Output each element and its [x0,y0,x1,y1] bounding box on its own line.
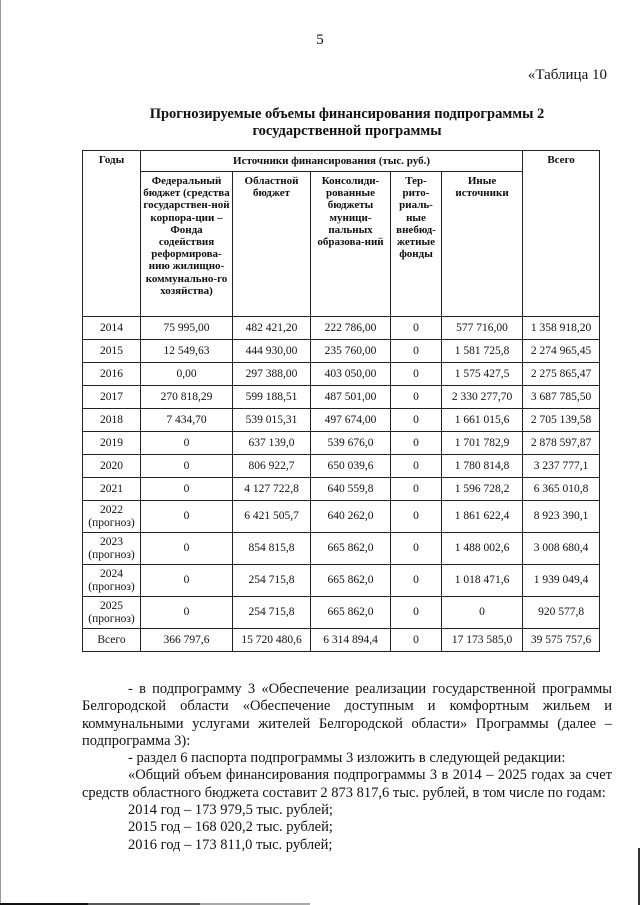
cell-total: 3 687 785,50 [523,386,600,409]
cell-other: 1 581 725,8 [442,340,523,363]
cell-other: 1 575 427,5 [442,363,523,386]
cell-other: 1 018 471,6 [442,565,523,597]
cell-federal: 0 [141,501,233,533]
cell-regional: 297 388,00 [233,363,311,386]
cell-territorial: 0 [391,565,442,597]
cell-territorial: 0 [391,386,442,409]
cell-total: 3 237 777,1 [523,455,600,478]
cell-municipal: 403 050,00 [311,363,391,386]
total-cell-regional: 15 720 480,6 [233,629,311,652]
cell-total: 2 705 139,58 [523,409,600,432]
cell-territorial: 0 [391,533,442,565]
cell-regional: 806 922,7 [233,455,311,478]
table-row [83,409,600,432]
scan-edge-left [0,0,1,905]
year-value: 2016 [100,367,123,380]
cell-regional: 4 127 722,8 [233,478,311,501]
cell-year [83,565,141,597]
cell-territorial: 0 [391,432,442,455]
forecast-label: (прогноз) [88,548,135,561]
forecast-label: (прогноз) [88,580,135,593]
year-value: 2014 [100,321,123,334]
year-value: 2024 [100,567,123,580]
cell-other: 1 861 622,4 [442,501,523,533]
year-line: 2014 год – 173 979,5 тыс. рублей; [128,802,333,819]
table-row [83,386,600,409]
cell-year [83,533,141,565]
cell-territorial: 0 [391,409,442,432]
cell-municipal: 665 862,0 [311,533,391,565]
total-cell-label: Всего [83,629,141,652]
cell-year [83,409,141,432]
table-row [83,363,600,386]
cell-territorial: 0 [391,478,442,501]
cell-federal: 7 434,70 [141,409,233,432]
forecast-label: (прогноз) [88,516,135,529]
cell-regional: 254 715,8 [233,565,311,597]
cell-total: 3 008 680,4 [523,533,600,565]
cell-municipal: 235 760,00 [311,340,391,363]
title-line-2: государственной программы [252,123,442,139]
paragraph-subprogram-3: - в подпрограмму 3 «Обеспечение реализации государственной программы Белгородской области «Обеспечение доступным и комфортным жильем и коммунальными услугами жителей Белгородской области» Программы (далее – подпрограмма 3): [82,681,612,749]
title-line-1: Прогнозируемые объемы финансирования подпрограммы 2 [149,106,545,122]
table-row [83,565,600,597]
cell-federal: 0 [141,432,233,455]
cell-other: 1 701 782,9 [442,432,523,455]
cell-federal: 12 549,63 [141,340,233,363]
cell-territorial: 0 [391,597,442,629]
cell-total: 8 923 390,1 [523,501,600,533]
cell-municipal: 497 674,00 [311,409,391,432]
forecast-label: (прогноз) [88,612,135,625]
header-other: Иные источники [442,172,523,317]
header-years: Годы [83,151,141,317]
year-value: 2025 [100,599,123,612]
header-territorial: Тер-рито-риаль-ные внебюд-жетные фонды [391,172,442,317]
table-body [83,317,600,652]
cell-year [83,432,141,455]
cell-year [83,340,141,363]
cell-federal: 0 [141,533,233,565]
year-line: 2016 год – 173 811,0 тыс. рублей; [128,836,333,853]
year-value: 2022 [100,503,123,516]
paragraph-section-6: - раздел 6 паспорта подпрограммы 3 изложить в следующей редакции: [128,750,566,767]
body-text [82,681,612,854]
cell-territorial: 0 [391,455,442,478]
cell-year [83,501,141,533]
table-row [83,533,600,565]
year-value: 2015 [100,344,123,357]
cell-total: 1 358 918,20 [523,317,600,340]
year-value: 2023 [100,535,123,548]
cell-federal: 75 995,00 [141,317,233,340]
table-row [83,501,600,533]
header-regional: Областной бюджет [233,172,311,317]
header-sources: Источники финансирования (тыс. руб.) [141,151,523,172]
cell-total: 2 275 865,47 [523,363,600,386]
total-cell-other: 17 173 585,0 [442,629,523,652]
cell-territorial: 0 [391,340,442,363]
cell-federal: 0 [141,455,233,478]
header-total: Всего [523,151,600,317]
cell-year [83,478,141,501]
cell-municipal: 640 559,8 [311,478,391,501]
cell-municipal: 539 676,0 [311,432,391,455]
cell-municipal: 487 501,00 [311,386,391,409]
cell-year [83,317,141,340]
cell-federal: 0 [141,478,233,501]
total-cell-municipal: 6 314 894,4 [311,629,391,652]
cell-regional: 539 015,31 [233,409,311,432]
cell-regional: 599 188,51 [233,386,311,409]
total-cell-territorial: 0 [391,629,442,652]
year-value: 2018 [100,413,123,426]
cell-regional: 254 715,8 [233,597,311,629]
cell-year [83,455,141,478]
table-row [83,317,600,340]
cell-regional: 6 421 505,7 [233,501,311,533]
year-value: 2021 [100,482,123,495]
cell-territorial: 0 [391,501,442,533]
table-title [82,106,612,140]
cell-federal: 0 [141,597,233,629]
total-cell-federal: 366 797,6 [141,629,233,652]
cell-other: 577 716,00 [442,317,523,340]
cell-regional: 637 139,0 [233,432,311,455]
table-row [83,432,600,455]
header-federal: Федеральный бюджет (средства государствен-ной корпора-ции – Фонда содействия реформирова-нию жилищно-коммунально-го хозяйства) [141,172,233,317]
cell-municipal: 222 786,00 [311,317,391,340]
cell-other: 1 596 728,2 [442,478,523,501]
cell-other: 2 330 277,70 [442,386,523,409]
cell-municipal: 650 039,6 [311,455,391,478]
cell-total: 920 577,8 [523,597,600,629]
cell-other: 0 [442,597,523,629]
cell-year [83,386,141,409]
cell-year [83,363,141,386]
total-cell-total: 39 575 757,6 [523,629,600,652]
cell-other: 1 661 015,6 [442,409,523,432]
cell-federal: 270 818,29 [141,386,233,409]
year-value: 2020 [100,459,123,472]
cell-other: 1 780 814,8 [442,455,523,478]
cell-other: 1 488 002,6 [442,533,523,565]
cell-federal: 0,00 [141,363,233,386]
cell-federal: 0 [141,565,233,597]
table-label: «Таблица 10 [527,67,607,83]
table-row [83,455,600,478]
cell-total: 1 939 049,4 [523,565,600,597]
page-number: 5 [316,32,324,48]
cell-municipal: 665 862,0 [311,565,391,597]
header-municipal: Консолиди-рованные бюджеты муници-пальных образова-ний [311,172,391,317]
cell-year [83,597,141,629]
cell-regional: 444 930,00 [233,340,311,363]
cell-total: 2 274 965,45 [523,340,600,363]
paragraph-total-funding: «Общий объем финансирования подпрограммы 3 в 2014 – 2025 годах за счет средств областного бюджета составит 2 873 817,6 тыс. рублей, в том числе по годам: [82,767,612,801]
cell-regional: 482 421,20 [233,317,311,340]
year-value: 2019 [100,436,123,449]
cell-territorial: 0 [391,317,442,340]
year-line: 2015 год – 168 020,2 тыс. рублей; [128,819,333,836]
cell-total: 2 878 597,87 [523,432,600,455]
table-row [83,340,600,363]
cell-total: 6 365 010,8 [523,478,600,501]
cell-municipal: 665 862,0 [311,597,391,629]
table-row [83,597,600,629]
cell-territorial: 0 [391,363,442,386]
year-value: 2017 [100,390,123,403]
financing-table [82,150,600,652]
cell-regional: 854 815,8 [233,533,311,565]
table-row-total [83,629,600,652]
cell-municipal: 640 262,0 [311,501,391,533]
table-row [83,478,600,501]
